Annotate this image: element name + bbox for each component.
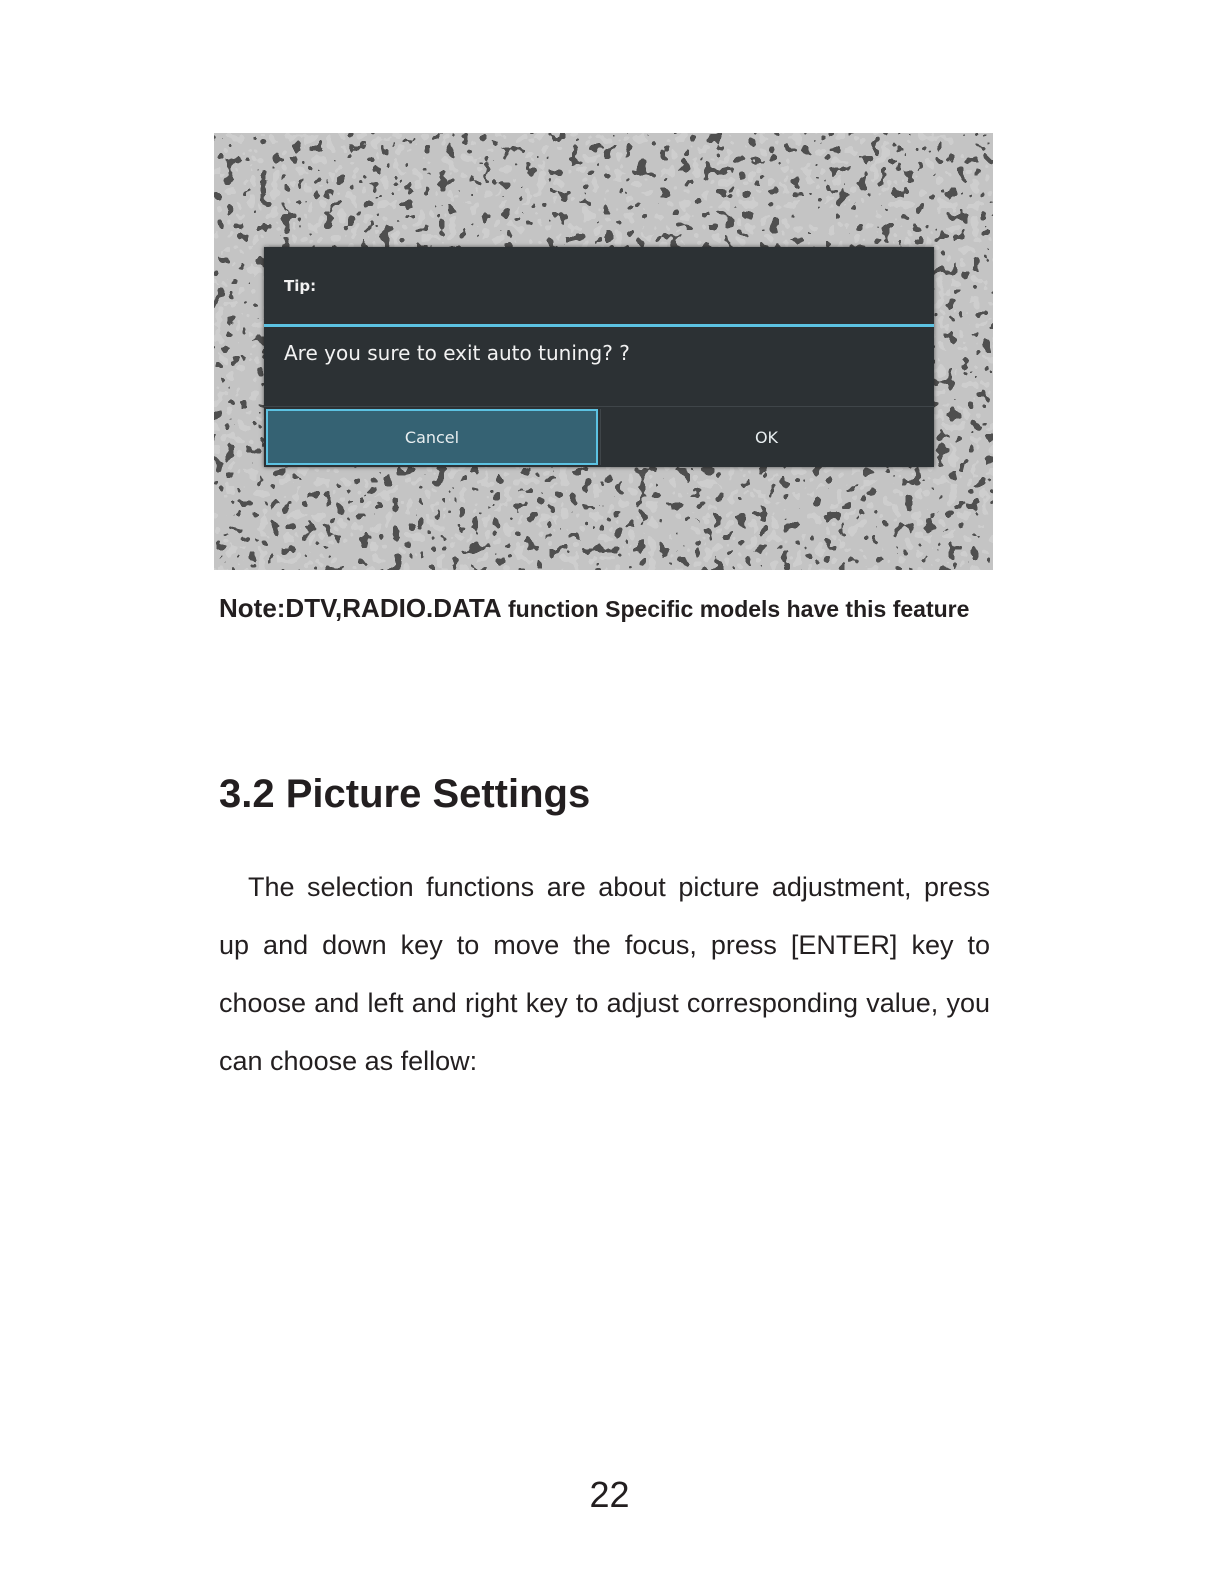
dialog-message: Are you sure to exit auto tuning? ? [284, 341, 630, 365]
dialog-title: Tip: [284, 277, 317, 295]
section-body: The selection functions are about picture adjustment, press up and down key to move the focus, press [ENTER] key to choose and left and right key to adjust corresponding value, you can choose as fellow: [219, 872, 990, 1076]
dialog-title-divider [264, 324, 934, 327]
ok-button[interactable]: OK [600, 409, 932, 465]
feature-note [219, 583, 999, 638]
note-rest: function Specific models have this feature [501, 596, 970, 622]
page-number: 22 [589, 1474, 630, 1515]
dialog-button-bar [264, 406, 934, 468]
note-lead: Note:DTV,RADIO.DATA [219, 593, 502, 623]
section-heading: 3.2 Picture Settings [219, 772, 591, 816]
exit-tuning-dialog [264, 247, 934, 467]
cancel-button[interactable]: Cancel [266, 409, 598, 465]
tv-screenshot [214, 133, 993, 570]
